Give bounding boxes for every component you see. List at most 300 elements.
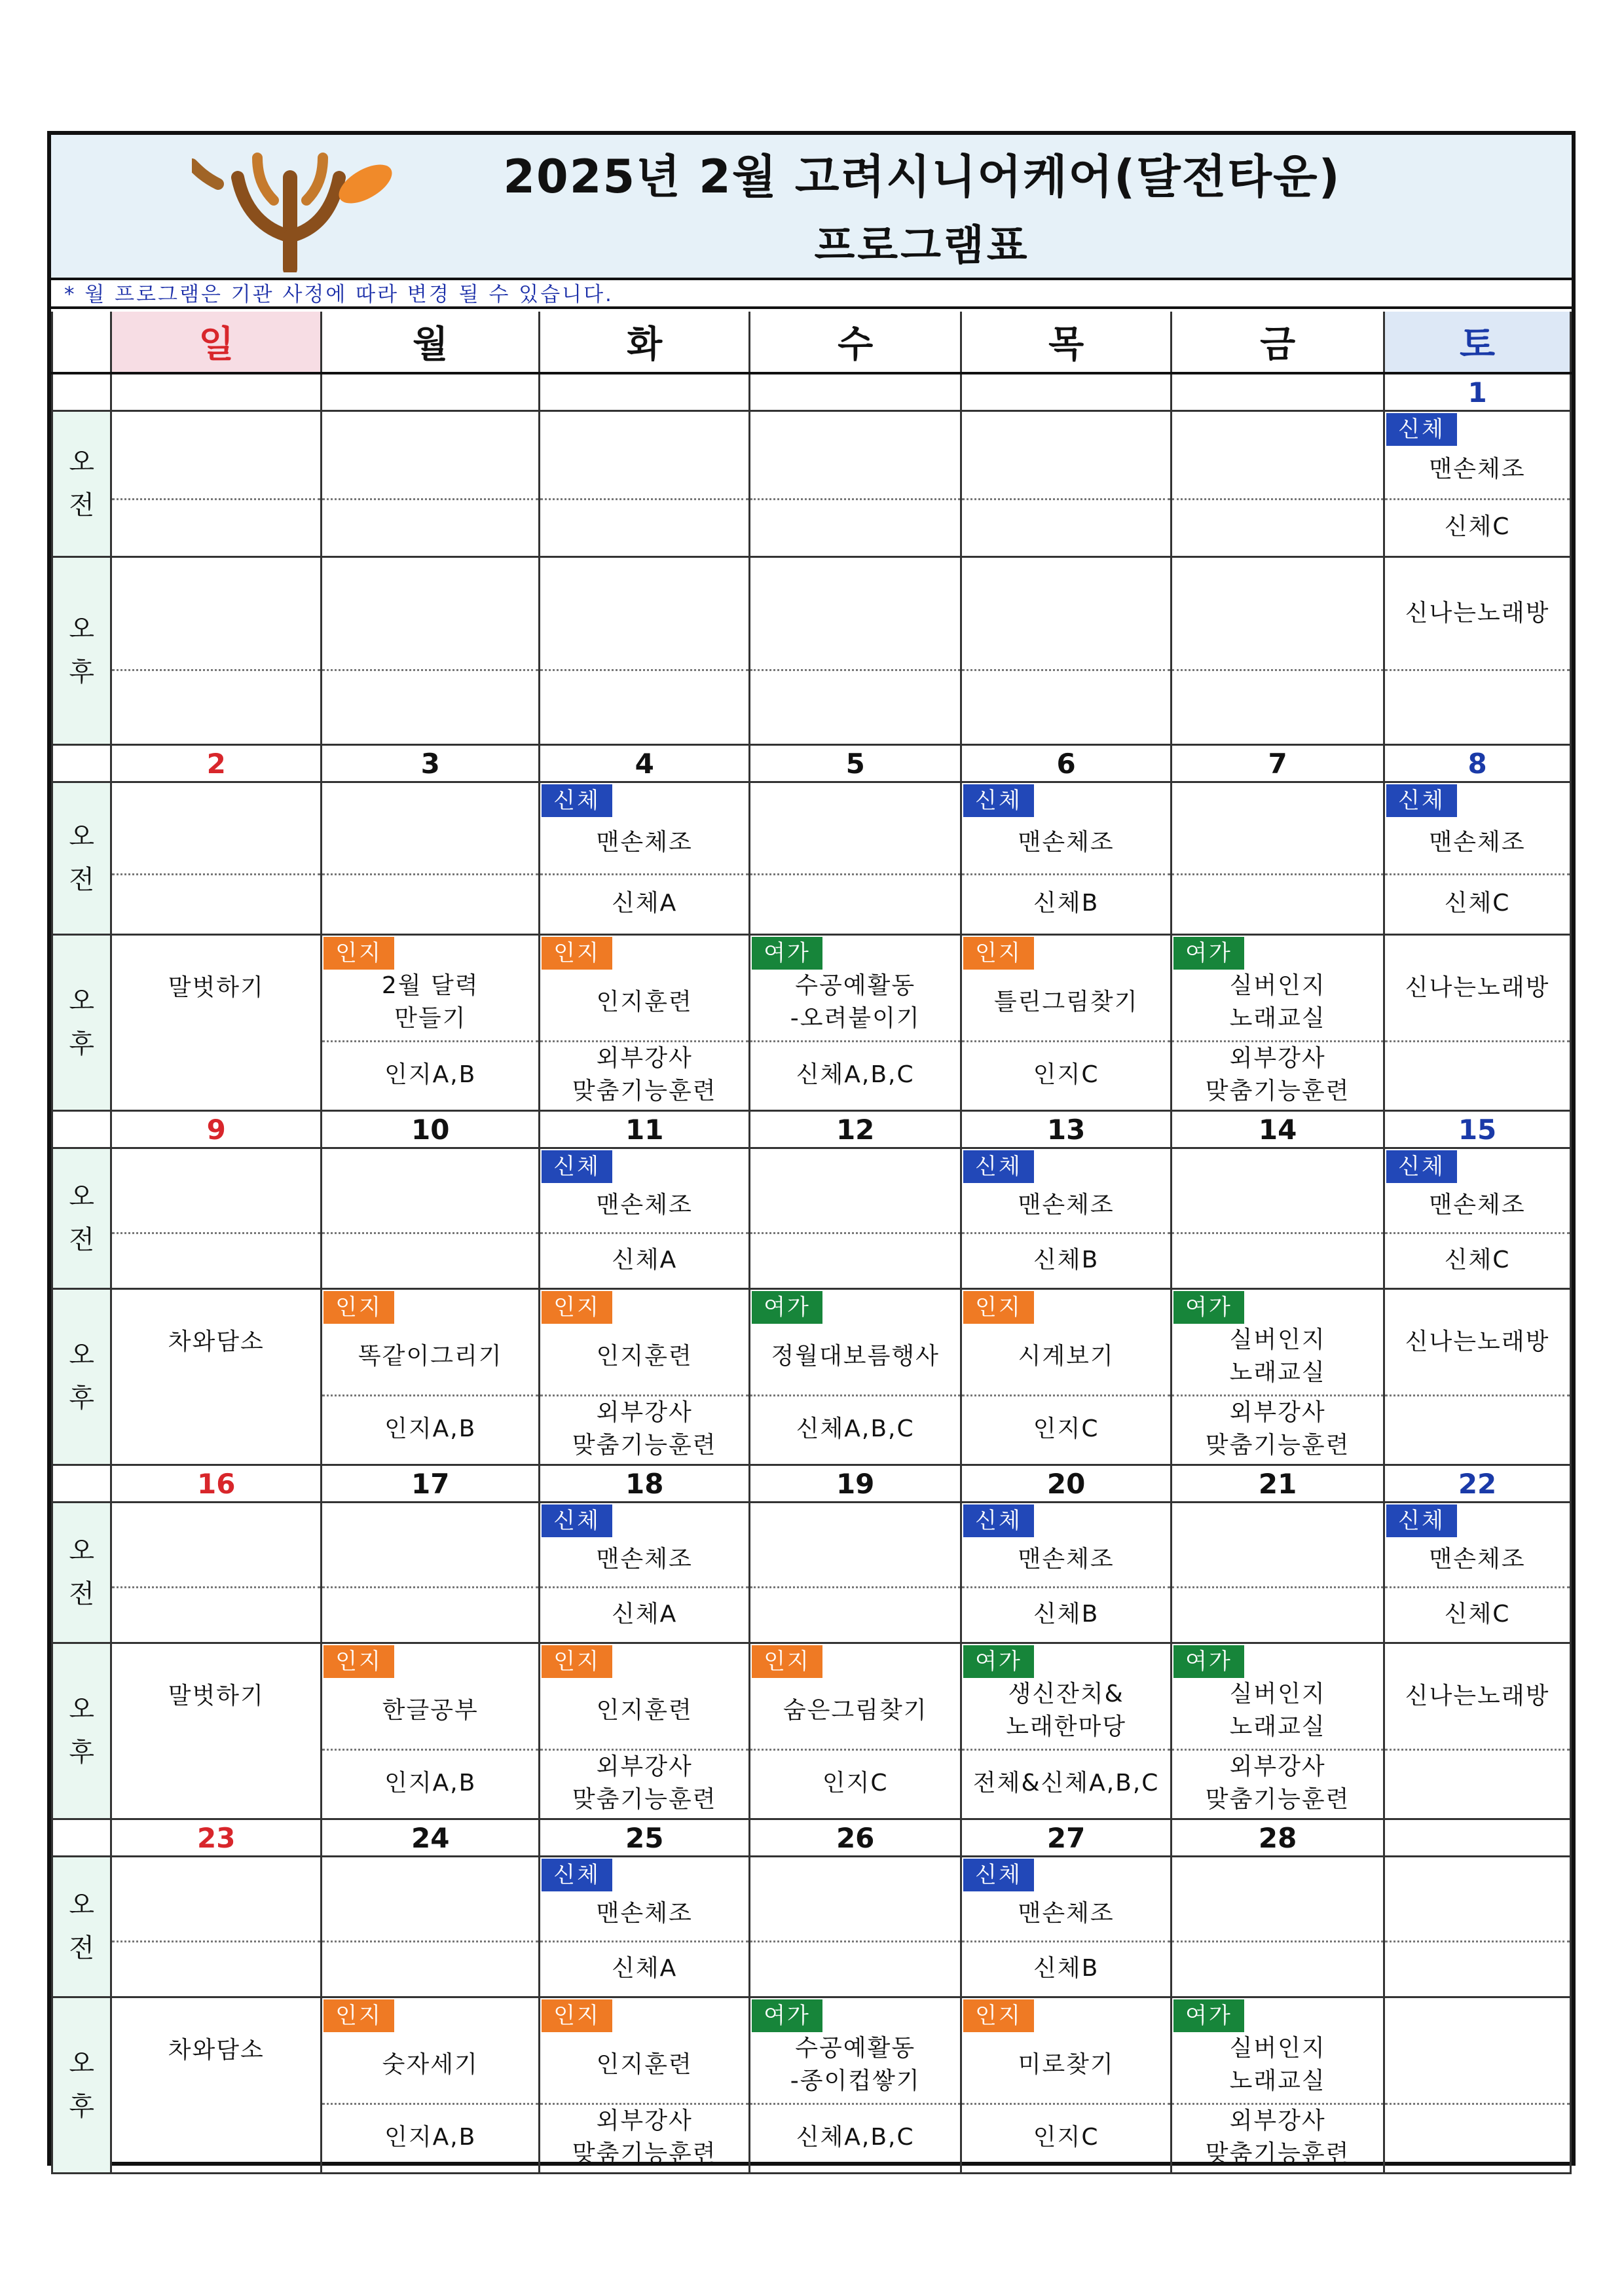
- slot-target: [540, 1586, 748, 1642]
- body-badge: 신체: [542, 1504, 612, 1537]
- program-slot: [322, 935, 540, 1111]
- date-row: [52, 1465, 1571, 1503]
- program-name: 맨손체조: [1429, 829, 1526, 856]
- slot-empty: [322, 1503, 538, 1588]
- page-title: 2025년 2월 고려시니어케어(달전타운): [503, 150, 1341, 204]
- program-slot: [1384, 1503, 1571, 1643]
- slot-target: [1172, 2103, 1383, 2172]
- slot-content: [1385, 1290, 1570, 1464]
- date-cell: [1384, 1819, 1571, 1857]
- slot-content: [750, 1644, 960, 1818]
- slot-content: [1385, 1998, 1570, 2172]
- target-group: 인지C: [822, 1770, 889, 1796]
- cog-badge: 인지: [963, 1999, 1034, 2032]
- slot-content: [112, 558, 320, 744]
- slot-target: [750, 1040, 960, 1110]
- cog-badge: 인지: [752, 1645, 822, 1678]
- slot-target: [322, 1749, 538, 1818]
- date-cell: 21: [1172, 1465, 1384, 1503]
- target-group: 신체A: [612, 1954, 678, 1982]
- slot-content: [750, 412, 960, 556]
- program-slot: [961, 1643, 1172, 1819]
- program-slot: [750, 1997, 961, 2174]
- slot-content: [322, 1149, 538, 1288]
- slot-target: [540, 1394, 748, 1464]
- slot-content: [540, 1149, 748, 1288]
- page-subtitle: 프로그램표: [814, 222, 1030, 270]
- program-slot: [1172, 782, 1384, 935]
- program-slot: [1172, 411, 1384, 557]
- program-slot: [750, 782, 961, 935]
- slot-empty: [112, 412, 320, 500]
- program-name: 말벗하기: [168, 974, 265, 1001]
- slot-main: [962, 1644, 1170, 1751]
- program-name: 맨손체조: [1018, 1191, 1115, 1218]
- notice: * 월 프로그램은 기관 사정에 따라 변경 될 수 있습니다.: [51, 280, 1572, 309]
- cog-badge: 인지: [323, 1291, 394, 1324]
- program-slot: [1384, 1643, 1571, 1819]
- slot-content: [112, 1998, 320, 2172]
- program-slot: [111, 1643, 322, 1819]
- slot-empty: [750, 1149, 960, 1234]
- slot-main: [750, 1998, 960, 2105]
- slot-empty: [1172, 1857, 1383, 1942]
- program-slot: [1172, 1857, 1384, 1997]
- body-badge: 신체: [542, 1859, 612, 1891]
- slot-content: [750, 1149, 960, 1288]
- target-group: 인지C: [1033, 1415, 1099, 1442]
- pm-label: 오 후: [52, 557, 111, 745]
- program-slot: [1384, 782, 1571, 935]
- cog-badge: 인지: [542, 1999, 612, 2032]
- date-cell: 24: [322, 1819, 540, 1857]
- date-cell: 23: [111, 1819, 322, 1857]
- program-slot: [1384, 1148, 1571, 1289]
- date-cell: [322, 373, 540, 411]
- date-cell: 17: [322, 1465, 540, 1503]
- slot-main: [112, 1644, 320, 1819]
- slot-content: [540, 1857, 748, 1996]
- slot-empty: [112, 558, 320, 671]
- cog-badge: 인지: [963, 1291, 1034, 1324]
- slot-main: [1172, 936, 1383, 1042]
- slot-main: [1385, 936, 1570, 1042]
- slot-target: [540, 2103, 748, 2172]
- program-name: 맨손체조: [1429, 1191, 1526, 1218]
- leisure-badge: 여가: [752, 1291, 822, 1324]
- target-group: 신체C: [1444, 513, 1511, 540]
- date-cell: [961, 373, 1172, 411]
- cog-badge: 인지: [963, 937, 1034, 970]
- program-name: 시계보기: [1018, 1343, 1115, 1370]
- slot-main: [540, 783, 748, 875]
- weekday-header-row: [52, 312, 1571, 373]
- program-slot: [322, 1997, 540, 2174]
- slot-main: [540, 1998, 748, 2105]
- slot-content: [322, 783, 538, 934]
- target-group: 신체C: [1444, 1600, 1511, 1628]
- am-label: 오 전: [52, 1148, 111, 1289]
- slot-empty: [962, 412, 1170, 500]
- program-name: 인지훈련: [596, 989, 693, 1015]
- slot-content: [962, 1503, 1170, 1642]
- slot-target: [1385, 1394, 1570, 1464]
- slot-empty: [750, 558, 960, 671]
- slot-empty: [750, 1857, 960, 1942]
- target-group: 외부강사 맞춤기능훈련: [572, 1399, 717, 1459]
- am-label: 오 전: [52, 1857, 111, 1997]
- slot-target: [540, 1040, 748, 1110]
- slot-main: [112, 936, 320, 1111]
- slot-target: [1385, 1040, 1570, 1110]
- date-cell: [1172, 373, 1384, 411]
- program-slot: [750, 1148, 961, 1289]
- program-name: 차와담소: [168, 1328, 265, 1355]
- body-badge: 신체: [1386, 784, 1457, 817]
- slot-empty: [750, 783, 960, 875]
- program-slot: [961, 411, 1172, 557]
- slot-empty: [1385, 1857, 1570, 1942]
- target-group: 인지A,B: [384, 1770, 477, 1796]
- target-group: 외부강사 맞춤기능훈련: [1205, 2107, 1350, 2167]
- slot-target: [750, 2103, 960, 2172]
- program-slot: [1172, 1289, 1384, 1465]
- program-slot: [1172, 1643, 1384, 1819]
- program-name: 실버인지 노래교실: [1229, 1681, 1326, 1740]
- leisure-badge: 여가: [752, 1999, 822, 2032]
- slot-main: [540, 1149, 748, 1234]
- cog-badge: 인지: [323, 937, 394, 970]
- slot-empty: [322, 412, 538, 500]
- slot-content: [1385, 412, 1570, 556]
- date-corner: [52, 373, 111, 411]
- date-cell: 13: [961, 1111, 1172, 1148]
- target-group: 신체B: [1033, 1246, 1099, 1273]
- date-cell: [750, 373, 961, 411]
- slot-target: [1385, 498, 1570, 556]
- slot-content: [1385, 1857, 1570, 1996]
- program-slot: [750, 1857, 961, 1997]
- date-cell: 11: [540, 1111, 750, 1148]
- program-name: 맨손체조: [596, 1191, 693, 1218]
- slot-content: [1172, 783, 1383, 934]
- slot-content: [112, 1149, 320, 1288]
- slot-empty: [962, 558, 1170, 671]
- program-slot: [961, 1289, 1172, 1465]
- target-group: 전체&신체A,B,C: [972, 1770, 1160, 1796]
- body-badge: 신체: [542, 1150, 612, 1183]
- slot-content: [112, 1290, 320, 1464]
- slot-content: [1172, 1503, 1383, 1642]
- target-group: 신체B: [1033, 1600, 1099, 1628]
- pm-row: [52, 1643, 1571, 1819]
- slot-target: [750, 1394, 960, 1464]
- slot-main: [1172, 1998, 1383, 2105]
- slot-main: [540, 1857, 748, 1942]
- date-corner: [52, 1111, 111, 1148]
- am-row: [52, 1148, 1571, 1289]
- header-sun: 일: [111, 312, 322, 373]
- date-cell: 27: [961, 1819, 1172, 1857]
- body-badge: 신체: [1386, 1504, 1457, 1537]
- slot-empty: [322, 1149, 538, 1234]
- date-cell: 19: [750, 1465, 961, 1503]
- leisure-badge: 여가: [1173, 1999, 1244, 2032]
- program-slot: [322, 1643, 540, 1819]
- slot-content: [112, 412, 320, 556]
- program-slot: [961, 782, 1172, 935]
- slot-content: [1172, 1149, 1383, 1288]
- header: [51, 135, 1572, 280]
- slot-content: [322, 936, 538, 1110]
- program-name: 맨손체조: [1018, 1899, 1115, 1927]
- pm-row: [52, 557, 1571, 745]
- cog-badge: 인지: [542, 1291, 612, 1324]
- target-group: 인지A,B: [384, 1415, 477, 1442]
- program-name: 인지훈련: [596, 1343, 693, 1370]
- slot-main: [1385, 412, 1570, 500]
- slot-main: [1172, 1644, 1383, 1751]
- program-name: 맨손체조: [1018, 1545, 1115, 1573]
- slot-content: [112, 936, 320, 1110]
- slot-empty: [112, 1149, 320, 1234]
- date-corner: [52, 745, 111, 782]
- program-name: 신나는노래방: [1405, 600, 1550, 627]
- date-cell: 8: [1384, 745, 1571, 782]
- target-group: 신체A,B,C: [796, 1415, 915, 1442]
- header-sat: 토: [1384, 312, 1571, 373]
- target-group: 외부강사 맞춤기능훈련: [572, 1045, 717, 1104]
- slot-main: [1385, 783, 1570, 875]
- target-group: 신체B: [1033, 1954, 1099, 1982]
- program-name: 수공예활동 -종이컵쌓기: [790, 2035, 921, 2094]
- program-slot: [750, 411, 961, 557]
- slot-target: [962, 873, 1170, 934]
- slot-target: [540, 1749, 748, 1818]
- slot-target: [1385, 1232, 1570, 1288]
- program-slot: [322, 411, 540, 557]
- program-slot: [111, 1289, 322, 1465]
- slot-empty: [750, 1503, 960, 1588]
- date-cell: 26: [750, 1819, 961, 1857]
- slot-content: [540, 412, 748, 556]
- slot-target: [962, 1040, 1170, 1110]
- slot-content: [750, 1290, 960, 1464]
- slot-target: [1172, 1749, 1383, 1818]
- slot-empty: [112, 1857, 320, 1942]
- pm-row: [52, 1289, 1571, 1465]
- program-slot: [540, 557, 750, 745]
- slot-target: [1172, 1040, 1383, 1110]
- logo-icon: [192, 138, 408, 272]
- pm-row: [52, 1997, 1571, 2174]
- slot-target: [962, 1941, 1170, 1996]
- target-group: 외부강사 맞춤기능훈련: [1205, 1399, 1350, 1459]
- schedule-frame: [47, 131, 1576, 2166]
- date-cell: 3: [322, 745, 540, 782]
- slot-content: [322, 412, 538, 556]
- slot-content: [962, 936, 1170, 1110]
- slot-content: [1172, 1644, 1383, 1818]
- body-badge: 신체: [1386, 1150, 1457, 1183]
- header-thu: 목: [961, 312, 1172, 373]
- slot-content: [322, 1503, 538, 1642]
- slot-target: [962, 1749, 1170, 1818]
- slot-main: [1172, 1290, 1383, 1396]
- program-slot: [961, 1503, 1172, 1643]
- program-slot: [322, 557, 540, 745]
- program-slot: [961, 935, 1172, 1111]
- program-name: 말벗하기: [168, 1683, 265, 1709]
- target-group: 신체C: [1444, 890, 1511, 917]
- program-slot: [750, 1289, 961, 1465]
- program-slot: [322, 1289, 540, 1465]
- program-slot: [111, 1857, 322, 1997]
- date-cell: 22: [1384, 1465, 1571, 1503]
- target-group: 인지C: [1033, 2124, 1099, 2151]
- date-cell: 5: [750, 745, 961, 782]
- slot-content: [1172, 1857, 1383, 1996]
- program-slot: [111, 411, 322, 557]
- program-name: 맨손체조: [596, 1899, 693, 1927]
- slot-target: [750, 1749, 960, 1818]
- program-slot: [540, 935, 750, 1111]
- program-slot: [750, 1503, 961, 1643]
- slot-empty: [1172, 1149, 1383, 1234]
- program-slot: [961, 1857, 1172, 1997]
- program-slot: [322, 782, 540, 935]
- date-cell: 16: [111, 1465, 322, 1503]
- am-label: 오 전: [52, 411, 111, 557]
- slot-main: [540, 1290, 748, 1396]
- slot-content: [962, 1290, 1170, 1464]
- slot-content: [1172, 936, 1383, 1110]
- program-name: 2월 달력 만들기: [381, 972, 479, 1032]
- slot-main: [1385, 1149, 1570, 1234]
- target-group: 인지C: [1033, 1061, 1099, 1088]
- program-slot: [750, 1643, 961, 1819]
- slot-main: [962, 1290, 1170, 1396]
- program-slot: [540, 1503, 750, 1643]
- date-cell: 7: [1172, 745, 1384, 782]
- am-row: [52, 1503, 1571, 1643]
- program-slot: [540, 1997, 750, 2174]
- slot-content: [112, 1857, 320, 1996]
- date-cell: 6: [961, 745, 1172, 782]
- slot-main: [322, 1290, 538, 1396]
- slot-content: [540, 1644, 748, 1818]
- slot-empty: [540, 558, 748, 671]
- program-slot: [322, 1857, 540, 1997]
- header-mon: 월: [322, 312, 540, 373]
- program-name: 정월대보름행사: [771, 1343, 940, 1370]
- program-slot: [1172, 935, 1384, 1111]
- pm-label: 오 후: [52, 1289, 111, 1465]
- program-slot: [540, 1643, 750, 1819]
- program-slot: [961, 557, 1172, 745]
- program-name: 맨손체조: [596, 1545, 693, 1573]
- program-slot: [1384, 1289, 1571, 1465]
- body-badge: 신체: [963, 1504, 1034, 1537]
- date-cell: 15: [1384, 1111, 1571, 1148]
- program-slot: [111, 935, 322, 1111]
- slot-main: [1385, 1503, 1570, 1588]
- slot-content: [1172, 412, 1383, 556]
- target-group: 외부강사 맞춤기능훈련: [1205, 1753, 1350, 1813]
- date-row: [52, 745, 1571, 782]
- date-cell: 2: [111, 745, 322, 782]
- program-name: 맨손체조: [1429, 1545, 1526, 1573]
- slot-main: [540, 1644, 748, 1751]
- target-group: 인지A,B: [384, 2124, 477, 2151]
- date-cell: 10: [322, 1111, 540, 1148]
- calendar-table: [51, 312, 1572, 2174]
- target-group: 외부강사 맞춤기능훈련: [572, 2107, 717, 2167]
- slot-empty: [112, 783, 320, 875]
- program-slot: [540, 1289, 750, 1465]
- am-label: 오 전: [52, 1503, 111, 1643]
- slot-content: [962, 412, 1170, 556]
- target-group: 인지A,B: [384, 1061, 477, 1088]
- program-slot: [1172, 1997, 1384, 2174]
- slot-content: [322, 1644, 538, 1818]
- cog-badge: 인지: [542, 1645, 612, 1678]
- program-slot: [111, 1503, 322, 1643]
- body-badge: 신체: [963, 1150, 1034, 1183]
- leisure-badge: 여가: [752, 937, 822, 970]
- date-corner: [52, 1465, 111, 1503]
- leisure-badge: 여가: [1173, 937, 1244, 970]
- slot-main: [962, 936, 1170, 1042]
- slot-content: [112, 1644, 320, 1818]
- target-group: 외부강사 맞춤기능훈련: [1205, 1045, 1350, 1104]
- program-name: 맨손체조: [596, 829, 693, 856]
- program-name: 신나는노래방: [1405, 974, 1550, 1001]
- slot-empty: [322, 1857, 538, 1942]
- target-group: 신체B: [1033, 890, 1099, 917]
- slot-content: [322, 1998, 538, 2172]
- slot-main: [750, 936, 960, 1042]
- slot-target: [962, 1394, 1170, 1464]
- program-name: 인지훈련: [596, 2051, 693, 2078]
- date-cell: 18: [540, 1465, 750, 1503]
- program-name: 신나는노래방: [1405, 1683, 1550, 1709]
- slot-empty: [540, 412, 748, 500]
- slot-main: [962, 783, 1170, 875]
- date-row: [52, 1111, 1571, 1148]
- date-cell: 1: [1384, 373, 1571, 411]
- cog-badge: 인지: [323, 1645, 394, 1678]
- header-fri: 금: [1172, 312, 1384, 373]
- slot-content: [540, 936, 748, 1110]
- program-name: 수공예활동 -오려붙이기: [790, 972, 921, 1032]
- program-slot: [1172, 1148, 1384, 1289]
- slot-content: [962, 1149, 1170, 1288]
- header-corner: [52, 312, 111, 373]
- program-name: 생신잔치& 노래한마당: [1006, 1681, 1127, 1740]
- date-cell: 20: [961, 1465, 1172, 1503]
- program-name: 실버인지 노래교실: [1229, 2035, 1326, 2094]
- program-slot: [1172, 557, 1384, 745]
- header-wed: 수: [750, 312, 961, 373]
- slot-content: [322, 1290, 538, 1464]
- slot-main: [540, 936, 748, 1042]
- body-badge: 신체: [1386, 413, 1457, 446]
- slot-target: [1385, 1749, 1570, 1818]
- slot-content: [1172, 1290, 1383, 1464]
- am-label: 오 전: [52, 782, 111, 935]
- program-name: 신나는노래방: [1405, 1328, 1550, 1355]
